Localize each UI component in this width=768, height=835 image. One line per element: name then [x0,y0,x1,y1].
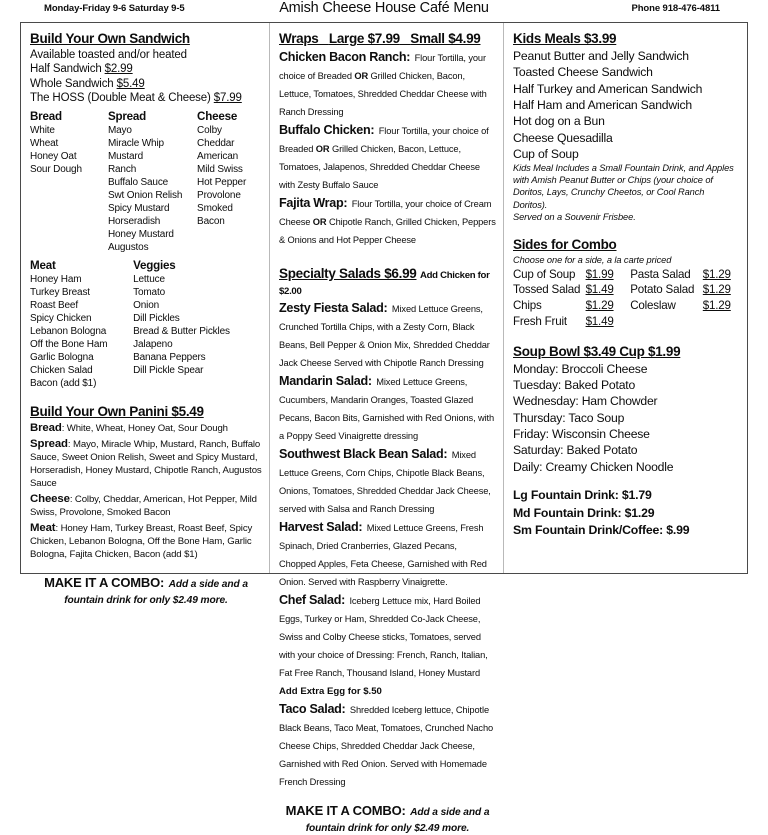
sandwich-whole-row [30,77,262,91]
list-item: White [30,124,55,136]
list-item: Chicken Salad [30,364,93,376]
section-heading-sides-for-combo: Sides for Combo [513,236,617,252]
cheese-heading: Cheese [197,109,238,123]
side-name: Fresh Fruit [513,315,567,329]
item-description: Flour Tortilla, your choice of Breaded OR Grilled Chicken, Bacon, Lettuce, Tomatoes, Jalapenos, Shredded Cheddar Cheese with Zesty Buffalo Sauce [279,125,489,190]
column-kids-sides-soup [503,23,747,573]
menu-item-chicken-bacon-ranch [279,48,496,120]
panini-spread-row [30,437,262,491]
list-item: Cup of Soup [513,146,579,161]
list-item: Dill Pickle Spear [133,364,204,376]
list-item: Lettuce [133,273,165,285]
menu-item-taco-salad [279,700,496,790]
list-item: Toasted Cheese Sandwich [513,65,653,80]
phone-number: Phone 918-476-4811 [631,3,720,14]
column-sandwiches [21,23,269,606]
item-description: Flour Tortilla, your choice of Cream Cheese OR Chipotle Ranch, Grilled Chicken, Peppers & Onions and Hot Pepper Cheese [279,198,496,245]
menu-item-harvest-salad [279,518,496,590]
item-description: Shredded Iceberg lettuce, Chipotle Black Beans, Taco Meat, Tomatoes, Crunched Nacho Cheese Chips, Shredded Cheddar Jack Cheese, Garnished with Red Onion. Served with Homemade French Dressing [279,704,494,787]
list-item: Honey Oat [30,150,77,162]
side-price: $1.99 [585,267,614,281]
list-item: Bacon (add $1) [30,377,97,389]
list-item: Wednesday: Ham Chowder [513,394,658,409]
panini-meat-lead: Meat [30,522,56,535]
wraps-small-price: Small $4.99 [410,31,481,46]
list-item: Colby [197,124,222,136]
item-description: Iceberg Lettuce mix, Hard Boiled Eggs, Turkey or Ham, Shredded Co-Jack Cheese, Swiss and Colby Cheese sticks, Tomatoes, served with your choice of Dressing: French, Ranch, Italian, Fat Free Ranch, Thousand Island, Honey Mustard [279,595,488,678]
combo-label: MAKE IT A COMBO: [44,575,165,591]
section-heading-specialty-salads [279,266,496,298]
side-price: $1.29 [702,283,731,297]
list-item: Hot Pepper [197,176,247,188]
list-item: Provolone [197,189,241,201]
cheese-options [197,109,262,254]
menu-item-buffalo-chicken [279,121,496,193]
list-item: Tomato [133,286,166,298]
list-item: Jalapeno [133,338,173,350]
sandwich-half-row [30,62,262,76]
side-price: $1.29 [702,299,731,313]
item-description: Mixed Lettuce Greens, Cucumbers, Mandarin Oranges, Toasted Glazed Pecans, Bacon Bits, Garnished with Red Onions, with a Poppy Seed Vinaigrette dressing [279,376,495,441]
item-name: Southwest Black Bean Salad: [279,446,448,461]
bread-options [30,109,108,254]
drink-small: Sm Fountain Drink/Coffee: $.99 [513,523,690,538]
salads-add-chicken: Add Chicken for $2.00 [279,269,490,297]
column-wraps-salads [269,23,503,834]
item-name: Taco Salad: [279,701,346,716]
menu-item-mandarin-salad [279,372,496,444]
side-name: Coleslaw [630,299,676,313]
list-item: Garlic Bologna [30,351,94,363]
combo-callout-left [30,573,262,607]
table-row [513,282,740,298]
item-name: Buffalo Chicken: [279,122,375,137]
sandwich-hoss-price: $7.99 [213,92,242,105]
menu-body [20,22,748,834]
list-item: Onion [133,299,160,311]
list-item: Spicy Mustard [107,202,170,214]
list-item: Honey Ham [30,273,82,285]
veggies-heading: Veggies [133,258,176,272]
combo-label: MAKE IT A COMBO: [285,802,406,818]
menu-header [0,0,768,24]
drinks-prices [513,487,740,539]
sandwich-whole-price: $5.49 [116,77,145,90]
wraps-word: Wraps [279,31,319,46]
list-item: Bread & Butter Pickles [133,325,230,337]
item-description: Mixed Lettuce Greens, Corn Chips, Chipotle Black Beans, Onions, Tomatoes, Shredded Cheddar Jack Cheese, served with Salsa and Ranch Dressing [279,449,491,514]
menu-item-fajita-wrap [279,194,496,248]
side-name: Cup of Soup [513,267,576,281]
business-hours: Monday-Friday 9-6 Saturday 9-5 [44,3,185,14]
salads-heading-text: Specialty Salads $6.99 [279,265,417,281]
item-name: Harvest Salad: [279,519,363,534]
sandwich-hoss-row [30,91,262,105]
sandwich-half-price: $2.99 [104,63,133,76]
list-item: Roast Beef [30,299,78,311]
panini-cheese-row [30,492,262,520]
menu-item-zesty-fiesta-salad [279,299,496,371]
combo-callout-middle [279,801,496,835]
item-name: Zesty Fiesta Salad: [279,300,388,315]
list-item: Buffalo Sauce [107,176,169,188]
list-item: Cheddar [197,137,235,149]
meat-options [30,258,133,390]
drink-large: Lg Fountain Drink: $1.79 [513,488,652,503]
list-item: Saturday: Baked Potato [513,443,638,458]
sandwich-whole-label: Whole Sandwich [30,77,114,90]
sides-note: Choose one for a side, a la carte priced [513,254,672,265]
section-heading-soup: Soup Bowl $3.49 Cup $1.99 [513,343,681,359]
list-item: Horseradish [107,215,161,227]
list-item: Mayo [107,124,132,136]
spread-options [108,109,197,254]
section-heading-wraps [279,31,496,47]
sandwich-hoss-label: The HOSS (Double Meat & Cheese) [30,92,211,105]
side-price: $1.49 [585,315,614,329]
section-heading-build-your-own-panini: Build Your Own Panini $5.49 [30,403,204,419]
panini-spread-text: : Mayo, Miracle Whip, Mustard, Ranch, Buffalo Sauce, Sweet Onion Relish, Sweet and Spicy Mustard, Horseradish, Honey Mustard, Chipotle Ranch, Augustos Sauce [30,439,262,490]
list-item: Mustard [107,150,144,162]
panini-meat-text: : Honey Ham, Turkey Breast, Roast Beef, Spicy Chicken, Lebanon Bologna, Off the Bone Ham, Garlic Bologna, Fajita Chicken, Bacon (add $1) [30,523,253,561]
kids-meal-frisbee-note: Served on a Souvenir Frisbee. [513,211,636,222]
side-name: Pasta Salad [630,267,691,281]
veggies-options [133,258,262,390]
list-item: Mild Swiss [197,163,243,175]
item-description: Mixed Lettuce Greens, Crunched Tortilla Chips, with a Zesty Corn, Black Beans, Bell Pepper & Onion Mix, Shredded Cheddar Jack Cheese Served with Chipotle Ranch Dressing [279,303,490,368]
list-item: Peanut Butter and Jelly Sandwich [513,48,689,63]
item-name: Fajita Wrap: [279,195,348,210]
panini-bread-lead: Bread [30,421,62,434]
side-name: Tossed Salad [513,283,581,297]
item-name: Mandarin Salad: [279,373,372,388]
list-item: Friday: Wisconsin Cheese [513,427,650,442]
list-item: Off the Bone Ham [30,338,108,350]
item-description: Mixed Lettuce Greens, Fresh Spinach, Dried Cranberries, Glazed Pecans, Chopped Apples, Feta Cheese, Garnished with Red Onion. Served with Raspberry Vinaigrette. [279,522,487,587]
table-row [513,298,740,314]
sides-table [513,267,740,330]
combo-text-line2: fountain drink for only $2.49 more. [305,822,470,834]
meat-heading: Meat [30,258,56,272]
list-item: Spicy Chicken [30,312,92,324]
sandwich-note: Available toasted and/or heated [30,48,187,61]
side-name: Potato Salad [630,283,695,297]
panini-bread-row [30,421,262,436]
table-row [513,267,740,283]
item-name: Chicken Bacon Ranch: [279,49,411,64]
list-item: Thursday: Taco Soup [513,410,625,425]
kids-meal-note: Kids Meal Includes a Small Fountain Drink, and Apples with Amish Peanut Butter or Chips (your choice of Doritos, Lays, Crunchy Cheetos, or Cool Ranch Doritos). [513,163,734,210]
section-heading-kids-meals: Kids Meals $3.99 [513,31,617,46]
combo-text-line1: Add a side and a [410,806,490,818]
list-item: Half Turkey and American Sandwich [513,81,703,96]
list-item: Hot dog on a Bun [513,114,605,129]
section-heading-build-your-own-sandwich: Build Your Own Sandwich [30,31,190,46]
list-item: Ranch [107,163,137,175]
list-item: Smoked Bacon [197,202,233,227]
list-item: Augustos [107,241,149,253]
chef-salad-extra-egg: Add Extra Egg for $.50 [279,685,382,697]
side-price: $1.49 [585,283,614,297]
panini-bread-text: : White, Wheat, Honey Oat, Sour Dough [61,422,228,434]
list-item: Wheat [30,137,59,149]
side-name: Chips [513,299,542,313]
combo-text-line1: Add a side and a [168,579,248,591]
list-item: Cheese Quesadilla [513,130,613,145]
panini-spread-lead: Spread [30,438,68,451]
meat-veggies-grid [30,258,262,390]
list-item: Banana Peppers [133,351,206,363]
list-item: Daily: Creamy Chicken Noodle [513,459,674,474]
table-row [513,314,740,330]
side-price: $1.29 [702,267,731,281]
sandwich-half-label: Half Sandwich [30,63,102,76]
bread-heading: Bread [30,109,62,123]
panini-cheese-lead: Cheese [30,493,70,505]
menu-item-southwest-black-bean-salad [279,445,496,517]
sandwich-options-grid [30,109,262,254]
spread-heading: Spread [107,109,147,123]
list-item: Lebanon Bologna [30,325,107,337]
list-item: Half Ham and American Sandwich [513,97,692,112]
side-price: $1.29 [585,299,614,313]
item-name: Chef Salad: [279,592,345,607]
list-item: Sour Dough [30,163,82,175]
list-item: Tuesday: Baked Potato [513,378,636,393]
list-item: American [197,150,239,162]
list-item: Miracle Whip [107,137,164,149]
panini-meat-row [30,521,262,562]
drink-medium: Md Fountain Drink: $1.29 [513,505,655,520]
item-description: Flour Tortilla, your choice of Breaded OR Grilled Chicken, Bacon, Lettuce, Tomatoes, Shredded Cheddar Cheese with Ranch Dressing [279,52,487,117]
panini-cheese-text: : Colby, Cheddar, American, Hot Pepper, Mild Swiss, Provolone, Smoked Bacon [30,494,257,519]
page-title: Amish Cheese House Café Menu [279,0,489,16]
list-item: Swt Onion Relish [107,189,183,201]
list-item: Monday: Broccoli Cheese [513,361,648,376]
wraps-large-price: Large $7.99 [328,31,400,46]
list-item: Honey Mustard [107,228,174,240]
menu-item-chef-salad [279,591,496,699]
list-item: Dill Pickles [133,312,180,324]
combo-text-line2: fountain drink for only $2.49 more. [64,594,228,606]
list-item: Turkey Breast [30,286,90,298]
